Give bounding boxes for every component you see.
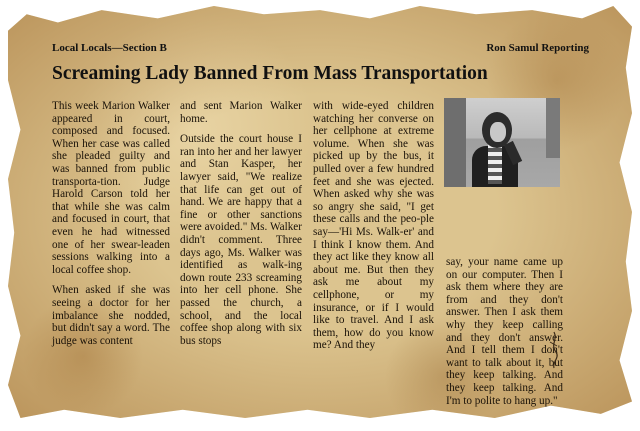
column-2-paragraph-1: and sent Marion Walker home. bbox=[180, 100, 302, 125]
column-3-paragraph-1: with wide-eyed children watching her converse on her cellphone at extreme volume. When she was picked up by the bus, it pulled over a few hundred feet and she was ejected. When asked why she was so angry she said, "I get these calls and the peo-ple say—'Hi Ms. Walk-er' and I think I know them. And they act like they know all about me. But then they ask me about my cellphone, or my insurance, or if I would like to travel. And I ask them, how do you know me? And they bbox=[313, 100, 434, 352]
photo-background-tree bbox=[546, 98, 560, 158]
article-column-3 bbox=[313, 100, 434, 360]
photo-figure-face bbox=[490, 122, 506, 142]
section-label: Local Locals—Section B bbox=[52, 42, 167, 54]
photo-figure-scarf bbox=[488, 144, 502, 184]
column-4-paragraph-1: say, your name came up on our computer. Then I ask them where they are from and they don't answer. Then I ask them why they keep calling and they don't answer. And I tell them I don't want to talk about it, but they keep talking. And they keep talking. And I'm to polite to hang up." bbox=[446, 256, 563, 407]
column-1-paragraph-2: When asked if she was seeing a doctor for her imbalance she nodded, but didn't say a word. The judge was content bbox=[52, 284, 170, 347]
column-2-paragraph-2: Outside the court house I ran into her and her lawyer and Stan Kasper, her lawyer said, "We realize that life can get out of hand. We are happy that a fine or other sanctions were avoided." Ms. Walker didn't comment. Three days ago, Ms. Walker was identified as walk-ing down route 233 screaming into her cell phone. She passed the church, a school, and the local coffee shop along with six bus stops bbox=[180, 133, 302, 347]
handwritten-mark-icon bbox=[544, 330, 564, 370]
article-column-2 bbox=[180, 100, 302, 355]
photo-tree-trunk bbox=[444, 98, 466, 187]
article-column-1 bbox=[52, 100, 170, 355]
column-1-paragraph-1: This week Marion Walker appeared in court, composed and focused. When her case was called she pleaded guilty and was banned from public transporta-tion. Judge Harold Carson told her that while she was calm and focused in court, that even he had witnessed one of her swear-leaden sessions walking into a local coffee shop. bbox=[52, 100, 170, 276]
woman-on-street-photo-icon bbox=[444, 98, 560, 187]
article-headline: Screaming Lady Banned From Mass Transportation bbox=[52, 63, 488, 84]
byline: Ron Samul Reporting bbox=[486, 42, 589, 54]
